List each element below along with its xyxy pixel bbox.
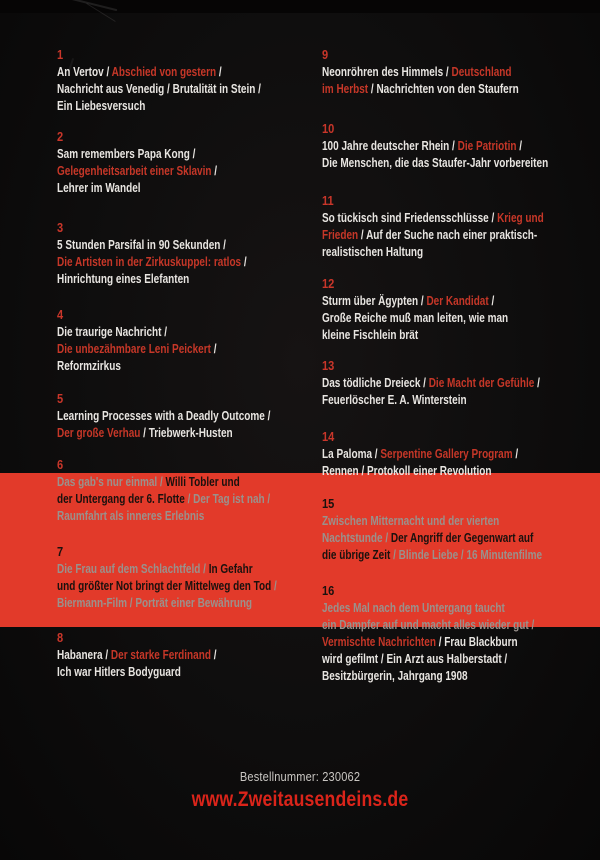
entry-line — [322, 210, 544, 227]
title-segment: Das gab's nur einmal / — [57, 475, 166, 489]
entry-line — [322, 227, 544, 244]
title-segment: Die Artisten in der Zirkuskuppel: ratlos — [57, 255, 242, 269]
title-segment: / Blinde Liebe / 16 Minutenfilme — [390, 548, 543, 562]
entry-line — [57, 64, 261, 81]
title-segment: Die Menschen, die das Staufer-Jahr vorbereiten — [322, 156, 549, 170]
entry-line — [322, 327, 508, 344]
film-entry — [322, 428, 567, 480]
film-entry — [57, 128, 257, 197]
film-entry — [322, 192, 599, 261]
title-segment: Jedes Mal nach dem Untergang taucht — [322, 601, 505, 615]
entry-line — [57, 408, 270, 425]
title-segment: / Auf der Suche nach einer praktisch- — [358, 228, 538, 242]
title-segment: Raumfahrt als inneres Erlebnis — [57, 509, 205, 523]
entry-number: 12 — [322, 276, 335, 291]
title-segment: Besitzbürgerin, Jahrgang 1908 — [322, 669, 468, 683]
title-segment: Neonröhren des Himmels / — [322, 65, 452, 79]
entry-line — [322, 155, 548, 172]
title-segment: Der starke Ferdinand — [110, 648, 211, 662]
film-entry — [57, 456, 323, 525]
title-segment: 100 Jahre deutscher Rhein / — [322, 139, 458, 153]
title-segment: / — [211, 164, 218, 178]
title-segment: / Frau Blackburn — [435, 635, 518, 649]
entry-line — [57, 425, 270, 442]
title-segment: Der große Verhau — [57, 426, 141, 440]
entry-line — [322, 81, 519, 98]
entry-number: 10 — [322, 121, 335, 136]
title-segment: Biermann-Film / Porträt einer Bewährung — [57, 596, 253, 610]
entry-line — [57, 561, 277, 578]
title-segment: / — [516, 139, 523, 153]
film-entry — [57, 543, 332, 612]
film-entry — [322, 357, 594, 409]
entry-line — [57, 98, 261, 115]
entry-line — [57, 358, 217, 375]
entry-line — [322, 600, 534, 617]
title-segment: / — [488, 294, 495, 308]
entry-line — [322, 463, 518, 480]
title-segment: / — [271, 579, 277, 593]
film-entry — [322, 582, 587, 685]
film-entry — [57, 219, 294, 288]
entry-line — [57, 254, 247, 271]
entry-line — [57, 578, 277, 595]
entry-number: 3 — [57, 220, 64, 235]
entry-line — [57, 508, 270, 525]
title-segment: Die Macht der Gefühle — [428, 376, 535, 390]
entry-line — [322, 513, 542, 530]
film-list-column-right — [322, 0, 592, 860]
title-segment: Frieden — [322, 228, 359, 242]
title-segment: Serpentine Gallery Program — [380, 447, 513, 461]
title-segment: wird gefilmt / Ein Arzt aus Halberstadt / — [322, 652, 508, 666]
entry-line — [57, 180, 217, 197]
entry-line — [57, 81, 261, 98]
film-entry — [57, 306, 256, 375]
title-segment: La Paloma / — [322, 447, 381, 461]
title-segment: Ein Liebesversuch — [57, 99, 146, 113]
entry-line — [57, 491, 270, 508]
title-segment: / — [210, 342, 217, 356]
title-segment: Krieg und — [497, 211, 544, 225]
title-segment: / — [216, 65, 222, 79]
title-segment: Der Kandidat — [426, 294, 489, 308]
film-entry — [57, 390, 324, 442]
entry-number: 14 — [322, 429, 335, 444]
entry-line — [57, 474, 270, 491]
title-segment: / — [241, 255, 247, 269]
title-segment: im Herbst — [322, 82, 369, 96]
entry-number: 6 — [57, 457, 64, 472]
title-segment: die übrige Zeit — [322, 548, 391, 562]
entry-line — [322, 617, 534, 634]
film-entry — [322, 495, 597, 564]
entry-line — [57, 324, 217, 341]
entry-line — [57, 595, 277, 612]
entry-line — [322, 634, 534, 651]
title-segment: / Der Tag ist nah / — [184, 492, 271, 506]
title-segment: Habanera / — [57, 648, 111, 662]
film-entry — [322, 46, 568, 98]
entry-line — [322, 293, 508, 310]
entry-number: 13 — [322, 358, 335, 373]
title-segment: Nachricht aus Venedig / Brutalität in Stein / — [57, 82, 261, 96]
entry-line — [57, 271, 247, 288]
title-segment: Deutschland — [451, 65, 512, 79]
entry-number: 5 — [57, 391, 64, 406]
film-list-column-left — [57, 0, 319, 860]
title-segment: / Nachrichten von den Staufern — [368, 82, 519, 96]
title-segment: Die Patriotin — [457, 139, 517, 153]
title-segment: realistischen Haltung — [322, 245, 424, 259]
entry-number: 9 — [322, 47, 329, 62]
title-segment: 5 Stunden Parsifal in 90 Sekunden / — [57, 238, 226, 252]
entry-line — [57, 163, 217, 180]
title-segment: Lehrer im Wandel — [57, 181, 141, 195]
title-segment: Ich war Hitlers Bodyguard — [57, 665, 181, 679]
title-segment: Der Angriff der Gegenwart auf — [390, 531, 534, 545]
title-segment: Nachtstunde / — [322, 531, 391, 545]
film-entry — [57, 46, 312, 115]
entry-line — [322, 446, 518, 463]
title-segment: Learning Processes with a Deadly Outcome / — [57, 409, 271, 423]
entry-number: 15 — [322, 496, 335, 511]
entry-line — [322, 530, 542, 547]
entry-line — [57, 237, 247, 254]
title-segment: Das tödliche Dreieck / — [322, 376, 429, 390]
entry-line — [322, 244, 544, 261]
title-segment: Zwischen Mitternacht und der vierten — [322, 514, 500, 528]
film-entry — [322, 275, 555, 344]
order-number: Bestellnummer: 230062 — [239, 769, 361, 784]
title-segment: Die Frau auf dem Schlachtfeld / — [57, 562, 209, 576]
entry-number: 1 — [57, 47, 64, 62]
title-segment: der Untergang der 6. Flotte — [57, 492, 185, 506]
entry-line — [322, 310, 508, 327]
film-entry — [57, 629, 256, 681]
title-segment: Gelegenheitsarbeit einer Sklavin — [57, 164, 212, 178]
entry-line — [57, 146, 217, 163]
film-entry — [322, 120, 600, 172]
title-segment: Hinrichtung eines Elefanten — [57, 272, 190, 286]
title-segment: So tückisch sind Friedensschlüsse / — [322, 211, 498, 225]
title-segment: Die traurige Nachricht / — [57, 325, 168, 339]
title-segment: Sam remembers Papa Kong / — [57, 147, 196, 161]
entry-line — [57, 647, 217, 664]
entry-line — [57, 664, 217, 681]
entry-line — [322, 668, 534, 685]
entry-line — [57, 341, 217, 358]
entry-line — [322, 392, 540, 409]
title-segment: Vermischte Nachrichten — [322, 635, 436, 649]
website-url: www.Zweitausendeins.de — [191, 788, 409, 811]
title-segment: / — [512, 447, 519, 461]
title-segment: Feuerlöscher E. A. Winterstein — [322, 393, 467, 407]
title-segment: Rennen / Protokoll einer Revolution — [322, 464, 492, 478]
entry-line — [322, 375, 540, 392]
title-segment: Abschied von gestern — [111, 65, 217, 79]
title-segment: Sturm über Ägypten / — [322, 294, 427, 308]
title-segment: und größter Not bringt der Mittelweg den Tod — [57, 579, 272, 593]
entry-line — [322, 138, 548, 155]
title-segment: Willi Tobler und — [165, 475, 240, 489]
title-segment: ein Dampfer auf und macht alles wieder gut / — [322, 618, 535, 632]
title-segment: kleine Fischlein brät — [322, 328, 419, 342]
title-segment: An Vertov / — [57, 65, 112, 79]
title-segment: Große Reiche muß man leiten, wie man — [322, 311, 509, 325]
entry-number: 16 — [322, 583, 335, 598]
title-segment: / Triebwerk-Husten — [140, 426, 233, 440]
entry-line — [322, 64, 519, 81]
title-segment: Die unbezähmbare Leni Peickert — [57, 342, 211, 356]
entry-number: 8 — [57, 630, 64, 645]
title-segment: / — [534, 376, 540, 390]
entry-number: 2 — [57, 129, 64, 144]
title-segment: Reformzirkus — [57, 359, 121, 373]
entry-number: 11 — [322, 193, 334, 208]
entry-line — [322, 651, 534, 668]
title-segment: / — [210, 648, 217, 662]
title-segment: In Gefahr — [208, 562, 253, 576]
entry-line — [322, 547, 542, 564]
entry-number: 4 — [57, 307, 64, 322]
entry-number: 7 — [57, 544, 64, 559]
